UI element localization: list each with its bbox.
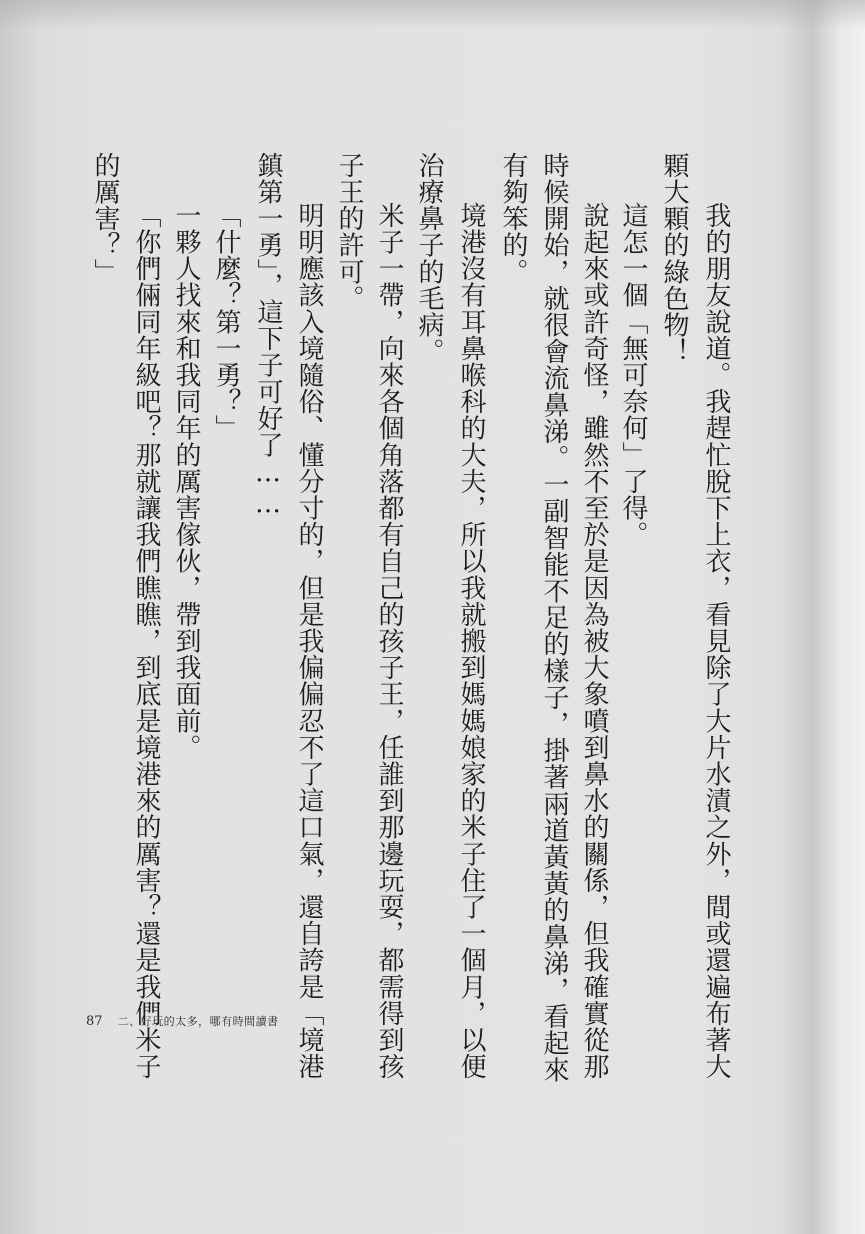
text-column-2: 顆大顆的綠色物！ <box>659 152 689 365</box>
text-column-6: 有夠笨的。 <box>498 152 528 285</box>
text-column-4: 說起來或許奇怪，雖然不至於是因為被大象噴到鼻水的關係，但我確實從那 <box>579 202 609 1080</box>
text-column-14: 一夥人找來和我同年的厲害傢伙，帶到我面前。 <box>171 202 201 761</box>
text-column-9: 米子一帶，向來各個角落都有自己的孩子王，任誰到那邊玩耍，都需得到孩 <box>374 202 404 1080</box>
page-footer <box>86 1010 279 1029</box>
text-column-12: 鎮第一勇」，這下子可好了…… <box>253 152 283 520</box>
text-column-16: 的厲害？」 <box>90 152 120 285</box>
text-column-13: 「什麼？第一勇？」 <box>211 202 241 442</box>
text-column-7: 境港沒有耳鼻喉科的大夫，所以我就搬到媽媽娘家的米子住了一個月，以便 <box>456 202 486 1080</box>
text-column-5: 時候開始，就很會流鼻涕。一副智能不足的樣子，掛著兩道黃黃的鼻涕，看起來 <box>539 152 569 1083</box>
text-column-3: 這怎一個「無可奈何」了得。 <box>618 202 648 548</box>
text-column-10: 子王的許可。 <box>334 152 364 312</box>
text-column-8: 治療鼻子的毛病。 <box>414 152 444 365</box>
page-top-shadow <box>0 0 865 30</box>
running-head: 二、好玩的太多，哪有時間讀書 <box>117 1015 279 1028</box>
text-column-1: 我的朋友說道。我趕忙脫下上衣，看見除了大片水漬之外，間或還遍布著大 <box>701 202 731 1080</box>
text-column-11: 明明應該入境隨俗、懂分寸的，但是我偏偏忍不了這口氣，還自誇是「境港 <box>294 202 324 1080</box>
page-number: 87 <box>86 1014 103 1029</box>
text-column-15: 「你們倆同年級吧？那就讓我們瞧瞧，到底是境港來的厲害？還是我們米子 <box>131 202 161 1080</box>
